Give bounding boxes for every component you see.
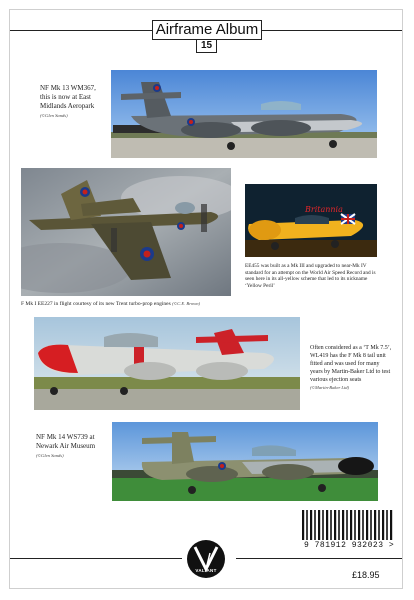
- caption-text: F Mk I EE227 in flight courtesy of its new Trent turbo-prop engines: [21, 301, 171, 307]
- caption-text: EE455 was built as a Mk III and upgraded to near-Mk IV standard for an attempt on the World Air Speed Record and is seen here in its all-yellow scheme that led to its nickname ‘Yellow Peril’: [245, 263, 376, 289]
- caption-photo-5: [36, 433, 108, 460]
- photo-nf-mk14-ws739: [112, 422, 378, 501]
- caption-credit: (©C.E. Brown): [172, 301, 201, 306]
- caption-credit: (©Martin-Baker Ltd): [310, 385, 350, 390]
- caption-text: NF Mk 14 WS739 at Newark Air Museum: [36, 433, 96, 450]
- header-rule-right: [262, 30, 402, 31]
- valiant-logo: [186, 539, 226, 579]
- caption-photo-4: [310, 344, 392, 392]
- photo-ee455-yellow-peril: [245, 184, 377, 257]
- caption-photo-3: [245, 263, 385, 289]
- photo-nf-mk13: [111, 70, 377, 158]
- photo-wl419: [34, 317, 300, 410]
- caption-credit: (©Glen Sands): [36, 453, 64, 458]
- price: £18.95: [352, 570, 380, 580]
- series-title: Airframe Album: [152, 20, 262, 40]
- barcode-bars: [300, 510, 396, 540]
- header-rule-left: [10, 30, 152, 31]
- photo-f-mk1-ee227: [21, 168, 231, 296]
- barcode-digits: [304, 541, 396, 550]
- caption-credit: (©Glen Sands): [40, 113, 68, 118]
- footer-rule-left: [10, 558, 182, 559]
- barcode-number: 9 781912 932023: [304, 541, 384, 550]
- caption-text: NF Mk 13 WM367, this is now at East Midlands Aeropark: [40, 84, 96, 110]
- footer-rule-right: [236, 558, 402, 559]
- barcode-addon: >: [388, 541, 395, 550]
- caption-photo-1: [40, 84, 106, 120]
- publisher-name: VALIANT: [195, 568, 217, 573]
- issue-number: 15: [196, 40, 217, 53]
- caption-photo-2: [21, 300, 261, 308]
- aircraft-marking: Britannia: [305, 205, 343, 214]
- caption-text: Often considered as a ‘T Mk 7.5’, WL419 has the F Mk 8 tail unit fitted and was used for many years by Martin-Baker Ltd to test various ejection seats: [310, 345, 392, 383]
